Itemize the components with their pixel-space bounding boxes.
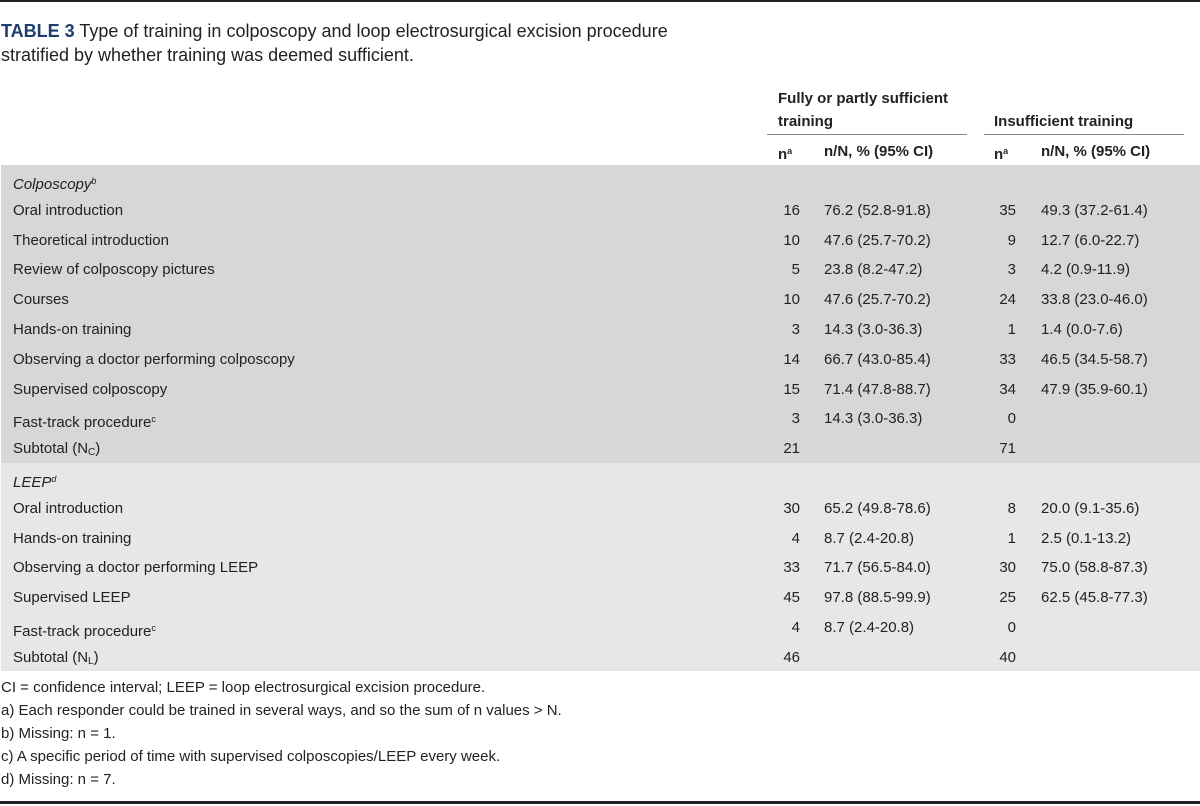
header-sufficient-training: Fully or partly sufficient training [778,90,949,130]
cell-pct-sufficient: 71.7 (56.5-84.0) [824,559,931,577]
table-row [0,226,1200,256]
row-label-text: Oral introduction [13,499,124,517]
row-label [13,524,131,554]
row-label [13,375,167,405]
cell-n-sufficient: 5 [791,261,800,279]
cell-n-sufficient: 3 [791,410,800,428]
cell-pct-sufficient: 66.7 (43.0-85.4) [824,350,931,368]
cell-n-sufficient: 10 [783,291,800,309]
group2-underline [984,134,1184,135]
cell-n-insufficient: 0 [1007,619,1016,636]
table-row [0,613,1200,643]
cell-n-insufficient: 34 [999,380,1016,398]
cell-pct-sufficient: 65.2 (49.8-78.6) [824,499,931,517]
row-label-text: Observing a doctor performing colposcopy [13,350,295,368]
cell-pct-sufficient: 97.8 (88.5-99.9) [824,589,931,607]
cell-pct-sufficient: 76.2 (52.8-91.8) [824,201,931,219]
row-label [13,345,295,375]
cell-pct-insufficient: 47.9 (35.9-60.1) [1041,380,1148,398]
cell-n-sufficient: 16 [783,201,800,219]
subtotal-n-insufficient: 71 [999,440,1016,458]
section-title-row [0,166,1200,196]
row-label-text: Theoretical introduction [13,231,169,249]
bottom-rule [0,801,1200,804]
row-label [13,255,215,285]
footnote-abbreviations: CI = confidence interval; LEEP = loop electrosurgical excision procedure. [1,679,486,696]
subtotal-row [0,434,1200,464]
cell-n-insufficient: 25 [999,589,1016,607]
row-label [13,196,123,226]
col-header-pct-sufficient: n/N, % (95% CI) [824,143,934,160]
col-header-n-sufficient: $n^a$ [778,146,793,163]
footnotes [1,676,562,791]
table-row [0,404,1200,434]
table-row [0,553,1200,583]
table-row [0,315,1200,345]
cell-pct-sufficient: 8.7 (2.4-20.8) [824,619,915,636]
row-label-text: Fast-track procedure [13,414,152,432]
cell-n-sufficient: 15 [783,380,800,398]
cell-pct-insufficient: 62.5 (45.8-77.3) [1041,589,1148,607]
cell-pct-insufficient: 1.4 (0.0-7.6) [1041,321,1123,338]
row-label-text: Review of colposcopy pictures [13,261,215,279]
cell-pct-sufficient: 14.3 (3.0-36.3) [824,321,923,338]
row-label-text: Oral introduction [13,201,124,219]
row-label [13,226,169,256]
row-label-text: Fast-track procedure [13,623,152,640]
section-title-text: Colposcopy [13,176,92,193]
top-rule [0,0,1200,2]
section-title-text: LEEP [13,474,52,491]
subtotal-label-subscript: L [88,655,94,667]
table-row [0,285,1200,315]
footnote-a: a) Each responder could be trained in several ways, and so the sum of n values > N. [1,702,562,719]
cell-n-sufficient: 30 [783,499,800,517]
group1-underline [767,134,967,135]
cell-pct-sufficient: 47.6 (25.7-70.2) [824,231,931,249]
header-insufficient-training: Insufficient training [994,113,1134,130]
cell-n-sufficient: 14 [783,350,800,368]
row-label [13,553,258,583]
row-label-text: Supervised LEEP [13,589,131,607]
cell-pct-insufficient: 33.8 (23.0-46.0) [1041,291,1148,309]
col-header-pct-insufficient: n/N, % (95% CI) [1041,143,1151,160]
row-label-text: Hands-on training [13,321,132,338]
cell-n-sufficient: 45 [783,589,800,607]
table-row [0,196,1200,226]
section-title-footnote-mark: d [51,474,57,484]
col-header-n-insufficient: $n^a$ [994,146,1009,163]
table-row [0,494,1200,524]
footnote-c: c) A specific period of time with supervised colposcopies/LEEP every week. [1,748,501,765]
footnote-b: b) Missing: n = 1. [1,725,116,742]
cell-pct-sufficient: 8.7 (2.4-20.8) [824,529,915,547]
row-label-text: Supervised colposcopy [13,380,168,398]
subtotal-n-insufficient: 40 [999,648,1016,666]
cell-n-sufficient: 10 [783,231,800,249]
subtotal-label-end: ) [95,440,101,458]
cell-n-insufficient: 33 [999,350,1016,368]
cell-n-insufficient: 1 [1007,321,1016,338]
row-label-text: Observing a doctor performing LEEP [13,559,259,577]
subtotal-n-sufficient: 46 [783,648,800,666]
cell-pct-insufficient: 4.2 (0.9-11.9) [1041,261,1130,279]
cell-pct-sufficient: 71.4 (47.8-88.7) [824,380,931,398]
cell-pct-sufficient: 23.8 (8.2-47.2) [824,261,923,279]
cell-n-insufficient: 1 [1007,529,1016,547]
subtotal-label [13,643,99,677]
row-label [13,315,131,345]
row-label-text: Courses [13,291,69,309]
table-row [0,524,1200,554]
table-row [0,255,1200,285]
table-row [0,583,1200,613]
footnote-d: d) Missing: n = 7. [1,771,116,788]
row-label-text: Hands-on training [13,529,132,547]
cell-n-insufficient: 24 [999,291,1016,309]
cell-pct-sufficient: 47.6 (25.7-70.2) [824,291,931,309]
cell-pct-insufficient: 46.5 (34.5-58.7) [1041,350,1148,368]
table-row [0,345,1200,375]
cell-pct-insufficient: 20.0 (9.1-35.6) [1041,499,1140,517]
subtotal-n-sufficient: 21 [783,440,800,458]
section-title-row [0,464,1200,494]
cell-n-insufficient: 35 [999,201,1016,219]
row-label [13,494,123,524]
cell-n-insufficient: 9 [1007,231,1016,249]
section-title-footnote-mark: b [91,176,97,186]
cell-n-insufficient: 0 [1007,410,1016,428]
row-label-footnote-mark: c [151,414,156,425]
cell-n-insufficient: 8 [1007,499,1016,517]
caption-text: Type of training in colposcopy and loop electrosurgical excision procedure stratified by whether training was deemed sufficient. [1,21,668,65]
cell-pct-insufficient: 75.0 (58.8-87.3) [1041,559,1148,577]
subtotal-label-subscript: C [88,447,96,459]
row-label [13,285,69,315]
subtotal-row [0,643,1200,673]
cell-n-sufficient: 4 [791,529,800,547]
cell-pct-insufficient: 12.7 (6.0-22.7) [1041,231,1140,249]
cell-n-sufficient: 33 [783,559,800,577]
row-label [13,583,131,613]
cell-n-sufficient: 4 [791,619,800,636]
subtotal-label-text: Subtotal (N [13,440,89,458]
cell-pct-insufficient: 2.5 (0.1-13.2) [1041,529,1132,547]
cell-n-sufficient: 3 [791,321,800,338]
cell-pct-insufficient: 49.3 (37.2-61.4) [1041,201,1148,219]
table-caption [1,19,701,67]
table-label: TABLE 3 [1,21,75,41]
subtotal-label-end: ) [93,648,99,666]
table-row [0,375,1200,405]
subtotal-label-text: Subtotal (N [13,648,89,666]
row-label-footnote-mark: c [151,623,156,633]
cell-pct-sufficient: 14.3 (3.0-36.3) [824,410,923,428]
cell-n-insufficient: 3 [1007,261,1016,279]
cell-n-insufficient: 30 [999,559,1016,577]
